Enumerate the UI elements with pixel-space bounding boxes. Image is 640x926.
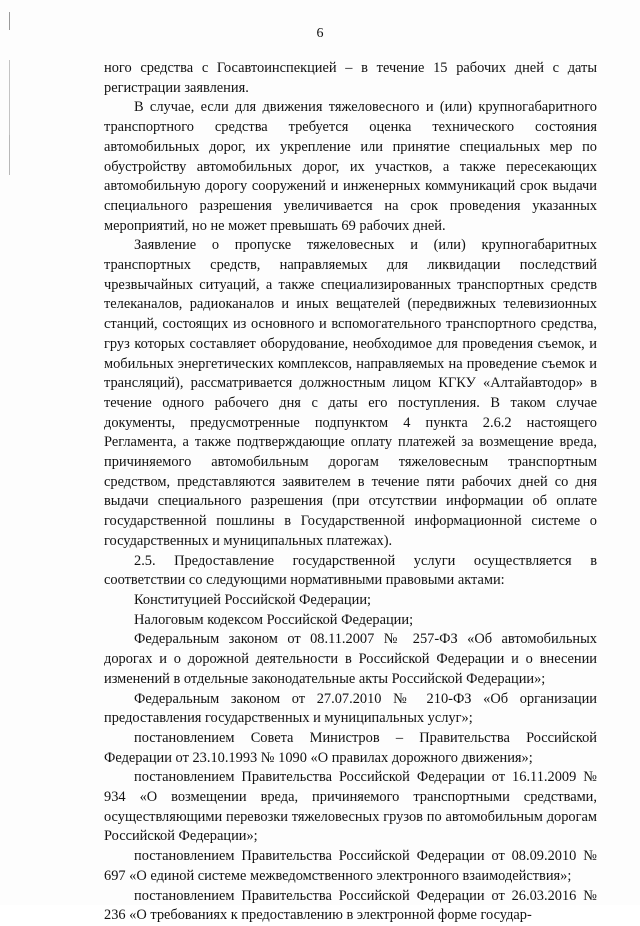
legal-act-item: Конституцией Российской Федерации; <box>134 591 372 608</box>
paragraph-extended-term: В случае, если для движения тяжеловесного и (или) крупногабаритного транспортного средства требуется оценка технического состояния автомобильных дорог, их укрепление или принятие специальных мер по обустройству автомобильных дорог, их участков, а также пересекающих автомобильную дорогу сооружений и инженерных коммуникаций срок выдачи специального разрешения увеличивается на срок проведения указанных мероприятий, но не может превышать 69 рабочих дней. <box>104 99 597 234</box>
legal-act-item: Федеральным законом от 08.11.2007 № 257-ФЗ «Об автомобильных дорогах и о дорожной деятельности в Российской Федерации и о внесении изменений в отдельные законодательные акты Российской Федерации»; <box>104 631 597 687</box>
page-number: 6 <box>316 26 324 41</box>
scan-margin-mark <box>9 135 10 175</box>
legal-act-item: постановлением Правительства Российской Федерации от 26.03.2016 № 236 «О требованиях к предоставлению в электронной форме государ- <box>104 887 597 924</box>
paragraph-section-2-5: 2.5. Предоставление государственной услуги осуществляется в соответствии со следующими нормативными правовыми актами: <box>104 552 597 589</box>
legal-act-item: постановлением Совета Министров – Правительства Российской Федерации от 23.10.1993 № 1090 «О правилах дорожного движения»; <box>104 729 597 766</box>
paragraph-emergency-vehicles: Заявление о пропуске тяжеловесных и (или) крупногабаритных транспортных средств, направляемых для ликвидации последствий чрезвычайных ситуаций, а также специализированных транспортных средств телеканалов, радиоканалов и иных вещателей (передвижных телевизионных станций, состоящих из основного и вспомогательного транспортного средства, груз которых составляет оборудование, необходимое для проведения съемок, и мобильных энергетических комплексов, направляемых на проведение съемок и трансляций), рассматривается должностным лицом КГКУ «Алтайавтодор» в течение одного рабочего дня с даты его поступления. В таком случае документы, предусмотренные подпунктом 4 пункта 2.6.2 настоящего Регламента, а также подтверждающие оплату платежей за возмещение вреда, причиняемого автомобильным дорогам тяжеловесным транспортным средством, представляются заявителем в течение пяти рабочих дней со дня выдачи специального разрешения (при отсутствии информации об оплате государственной пошлины в Государственной информационной системе о государственных и муниципальных платежах). <box>104 237 597 549</box>
legal-act-item: Федеральным законом от 27.07.2010 № 210-ФЗ «Об организации предоставления государственных и муниципальных услуг»; <box>104 690 597 727</box>
legal-act-item: постановлением Правительства Российской Федерации от 08.09.2010 № 697 «О единой системе межведомственного электронного взаимодействия»; <box>104 848 597 884</box>
document-body <box>104 59 597 926</box>
scan-margin-mark <box>9 60 10 140</box>
legal-act-item: постановлением Правительства Российской Федерации от 16.11.2009 № 934 «О возмещении вреда, причиняемого транспортными средствами, осуществляющими перевозки тяжеловесных грузов по автомобильным дорогам Российской Федерации»; <box>104 769 597 845</box>
legal-act-item: Налоговым кодексом Российской Федерации; <box>134 611 414 628</box>
paragraph-continuation: ного средства с Госавтоинспекцией – в течение 15 рабочих дней с даты регистрации заявления. <box>104 60 597 96</box>
